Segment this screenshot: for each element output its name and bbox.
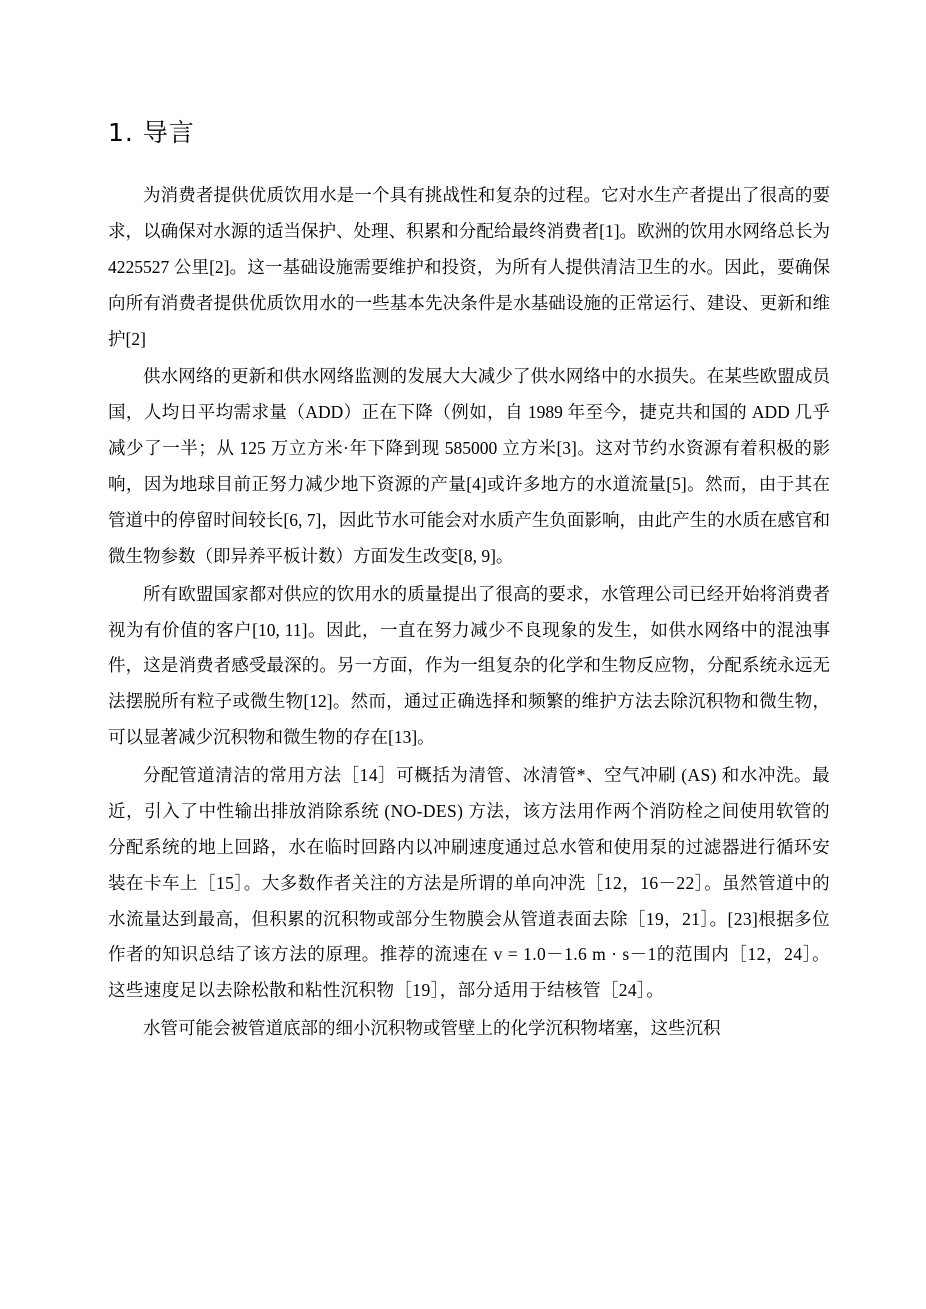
paragraph-4: 分配管道清洁的常用方法［14］可概括为清管、冰清管*、空气冲刷 (AS) 和水冲洗。最近，引入了中性输出排放消除系统 (NO-DES) 方法，该方法用作两个消防栓之间使用软管的分配系统的地上回路，水在临时回路内以冲刷速度通过总水管和使用泵的过滤器进行循环安装在卡车上［15］。大多数作者关注的方法是所谓的单向冲洗［12，16－22］。虽然管道中的水流量达到最高，但积累的沉积物或部分生物膜会从管道表面去除［19，21］。[23]根据多位作者的知识总结了该方法的原理。推荐的流速在 v = 1.0－1.6 m · s－1的范围内［12，24］。这些速度足以去除松散和粘性沉积物［19］，部分适用于结核管［24］。 (108, 765, 830, 1001)
paragraph-3: 所有欧盟国家都对供应的饮用水的质量提出了很高的要求，水管理公司已经开始将消费者视为有价值的客户[10, 11]。因此，一直在努力减少不良现象的发生，如供水网络中的混浊事件，这是消费者感受最深的。另一方面，作为一组复杂的化学和生物反应物，分配系统永远无法摆脱所有粒子或微生物[12]。然而，通过正确选择和频繁的维护方法去除沉积物和微生物，可以显著减少沉积物和微生物的存在[13]。 (108, 583, 830, 748)
paragraph-2: 供水网络的更新和供水网络监测的发展大大减少了供水网络中的水损失。在某些欧盟成员国，人均日平均需求量（ADD）正在下降（例如，自 1989 年至今，捷克共和国的 ADD 几乎减少了一半；从 125 万立方米·年下降到现 585000 立方米[3]。这对节约水资源有着积极的影响，因为地球目前正努力减少地下资源的产量[4]或许多地方的水道流量[5]。然而，由于其在管道中的停留时间较长[6, 7]，因此节水可能会对水质产生负面影响，由此产生的水质在感官和微生物参数（即异养平板计数）方面发生改变[8, 9]。 (108, 366, 830, 566)
paragraph-1: 为消费者提供优质饮用水是一个具有挑战性和复杂的过程。它对水生产者提出了很高的要求，以确保对水源的适当保护、处理、积累和分配给最终消费者[1]。欧洲的饮用水网络总长为 4225527 公里[2]。这一基础设施需要维护和投资，为所有人提供清洁卫生的水。因此，要确保向所有消费者提供优质饮用水的一些基本先决条件是水基础设施的正常运行、建设、更新和维护[2] (108, 185, 830, 349)
page-title: 1. 导言 (108, 118, 195, 147)
paragraph-5: 水管可能会被管道底部的细小沉积物或管壁上的化学沉积物堵塞，这些沉积 (143, 1018, 721, 1039)
